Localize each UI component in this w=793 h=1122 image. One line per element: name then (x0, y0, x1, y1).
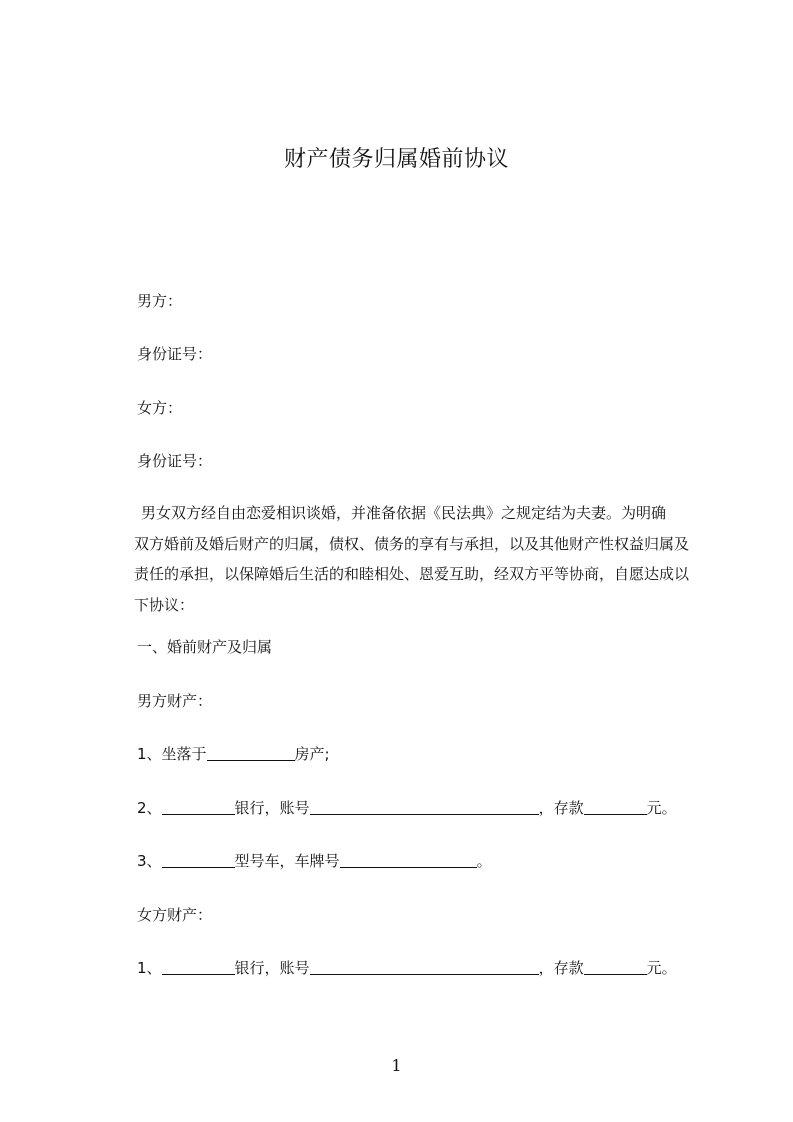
female-item-1-deposit: ，存款 (538, 959, 584, 977)
intro-line-2: 双方婚前及婚后财产的归属，债权、债务的享有与承担，以及其他财产性权益归属及 (134, 534, 690, 553)
female-item-1 (137, 958, 677, 978)
female-item-1-prefix: 1、 (137, 959, 162, 977)
car-model-blank[interactable] (162, 853, 235, 868)
document-title: 财产债务归属婚前协议 (283, 147, 509, 172)
section-1-heading: 一、婚前财产及归属 (137, 638, 273, 656)
female-id-label: 身份证号： (137, 452, 213, 470)
page-number: 1 (391, 1056, 402, 1075)
intro-line-1: 男女双方经自由恋爱相识谈婚，并准备依据《民法典》之规定结为夫妻。为明确 (141, 504, 667, 522)
male-id-label: 身份证号： (137, 345, 213, 363)
intro-line-4: 下协议： (134, 595, 195, 614)
intro-line-3: 责任的承担，以保障婚后生活的和睦相处、恩爱互助，经双方平等协商，自愿达成以 (134, 565, 690, 583)
female-deposit-amount-blank[interactable] (584, 960, 647, 975)
male-property-label: 男方财产： (137, 692, 213, 710)
intro-paragraph (134, 498, 694, 620)
bank-name-blank[interactable] (162, 800, 235, 815)
male-item-2-deposit: ，存款 (538, 799, 584, 817)
deposit-amount-blank[interactable] (584, 800, 647, 815)
female-item-1-bank: 银行，账号 (234, 959, 310, 977)
male-item-3 (137, 851, 492, 871)
male-label: 男方： (137, 292, 183, 310)
license-plate-blank[interactable] (340, 853, 477, 868)
male-item-2 (137, 798, 677, 818)
account-number-blank[interactable] (310, 800, 539, 815)
female-bank-name-blank[interactable] (162, 960, 235, 975)
male-item-1 (137, 744, 330, 764)
female-account-number-blank[interactable] (310, 960, 539, 975)
male-item-3-model: 型号车，车牌号 (234, 852, 340, 870)
male-item-2-bank: 银行，账号 (234, 799, 310, 817)
male-item-2-suffix: 元。 (646, 799, 677, 817)
male-item-2-prefix: 2、 (137, 799, 162, 817)
female-item-1-suffix: 元。 (646, 959, 677, 977)
male-item-1-prefix: 1、坐落于 (137, 745, 207, 763)
female-label: 女方： (137, 399, 183, 417)
male-item-3-suffix: 。 (476, 852, 492, 870)
female-property-label: 女方财产： (137, 906, 213, 924)
male-item-1-suffix: 房产; (294, 745, 330, 763)
address-blank[interactable] (207, 746, 295, 761)
male-item-3-prefix: 3、 (137, 852, 162, 870)
